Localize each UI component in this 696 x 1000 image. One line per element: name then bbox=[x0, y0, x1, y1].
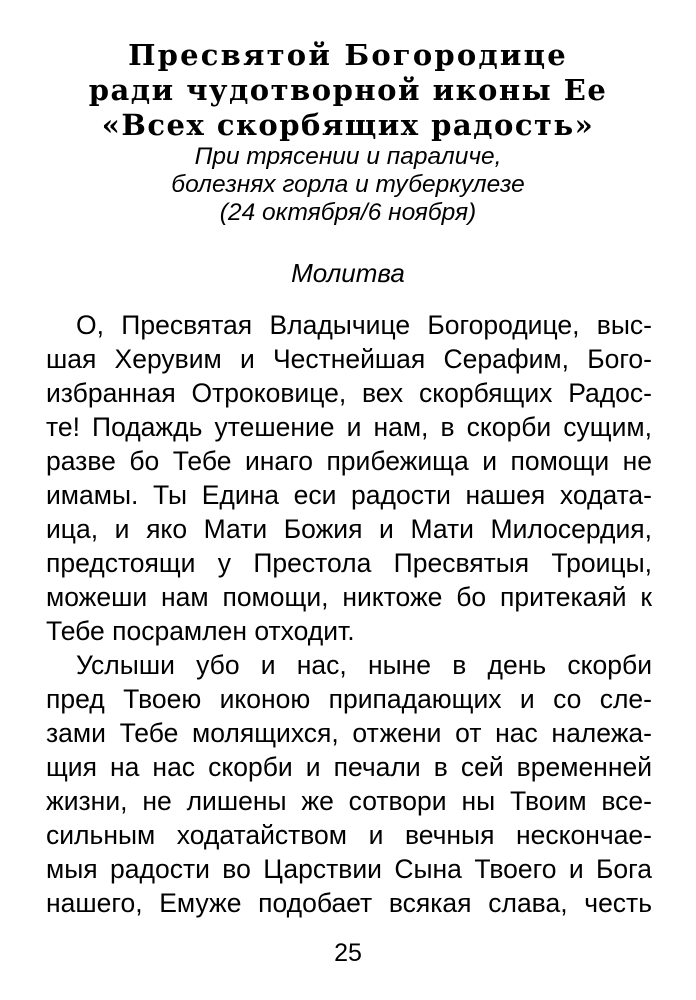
subtitle-line: болезнях горла и туберкулезе bbox=[171, 171, 525, 198]
paragraph bbox=[46, 308, 652, 648]
title-line: Пресвятой Богородице bbox=[128, 38, 568, 72]
text-line: избранная Отроковице, вех скорбящих Радос- bbox=[46, 378, 652, 408]
title-line: «Всех скорбящих радость» bbox=[101, 108, 595, 142]
text-line: зами Тебе молящихся, отжени от нас належа- bbox=[46, 718, 652, 748]
text-line: имамы. Ты Едина еси радости нашея ходата- bbox=[46, 480, 652, 510]
prayer-body bbox=[46, 308, 652, 920]
text-line: нашего, Емуже подобает всякая слава, честь bbox=[46, 888, 652, 918]
prayer-title-block bbox=[0, 38, 696, 227]
text-line: Тебе посрамлен отходит. bbox=[46, 616, 355, 646]
text-line: предстоящи у Престола Пресвятыя Троицы, bbox=[46, 548, 652, 578]
subtitle-line: При трясении и параличе, bbox=[194, 143, 502, 170]
text-line: можеши нам помощи, никтоже бо притекаяй к bbox=[46, 582, 652, 612]
text-line: О, Пресвятая Владычице Богородице, выс- bbox=[76, 310, 652, 340]
text-line: шая Херувим и Честнейшая Серафим, Бого- bbox=[46, 344, 652, 374]
subtitle-line: (24 октября/6 ноября) bbox=[219, 199, 477, 226]
prayer-heading: Молитва bbox=[291, 258, 405, 288]
text-line: сильным ходатайством и вечныя нескончае- bbox=[46, 820, 652, 850]
text-line: мыя радости во Царствии Сына Твоего и Бога bbox=[46, 854, 652, 884]
text-line: Услыши убо и нас, ныне в день скорби bbox=[76, 650, 652, 680]
text-line: те! Подаждь утешение и нам, в скорби сущим, bbox=[46, 412, 652, 442]
text-line: пред Твоею иконою припадающих и со сле- bbox=[46, 684, 652, 714]
page-number: 25 bbox=[334, 939, 362, 967]
text-line: разве бо Тебе инаго прибежища и помощи не bbox=[46, 446, 652, 476]
text-line: ица, и яко Мати Божия и Мати Милосердия, bbox=[46, 514, 652, 544]
text-line: жизни, не лишены же сотвори ны Твоим все- bbox=[46, 786, 652, 816]
text-line: щия на нас скорби и печали в сей временней bbox=[46, 752, 652, 782]
title-line: ради чудотворной иконы Ее bbox=[88, 73, 608, 107]
paragraph bbox=[46, 648, 652, 920]
